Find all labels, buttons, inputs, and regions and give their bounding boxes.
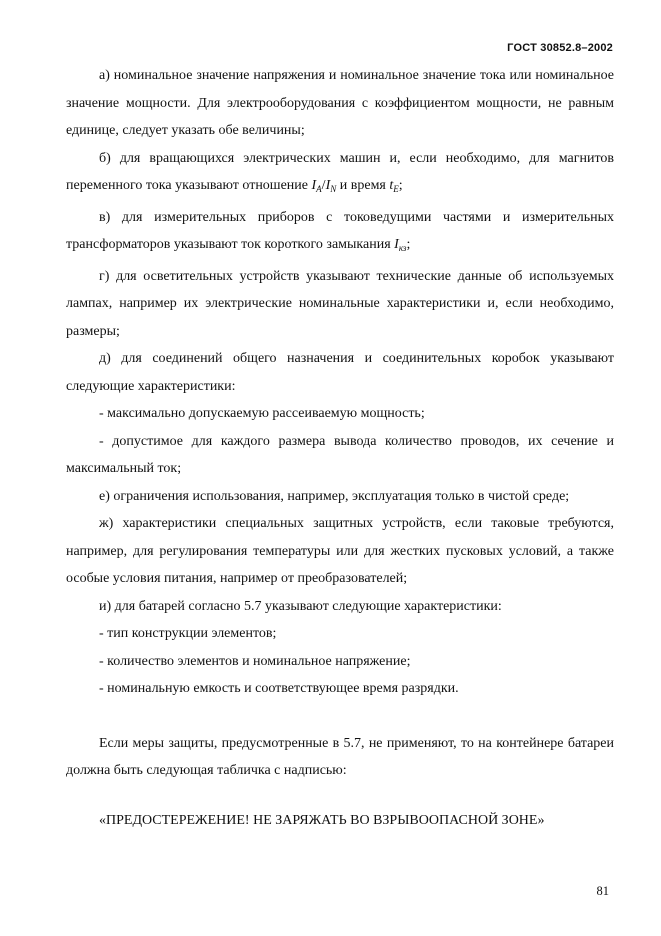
item-b-and-time: и время bbox=[336, 178, 390, 193]
ratio-slash: / bbox=[321, 178, 326, 193]
item-b-text: б) для вращающихся электрических машин и, если необходимо, для магнитов переменного тока указывают отношение bbox=[66, 150, 614, 193]
item-v: в) для измерительных приборов с токоведущими частями и измерительных трансформаторов указывают ток короткого замыкания $I_{кз}$; bbox=[66, 209, 614, 253]
item-zh: ж) характеристики специальных защитных устройств, если таковые требуются, например, для регулирования температуры или для жестких пусковых условий, а также особые условия питания, например от преобразователей; bbox=[66, 516, 614, 586]
item-b: б) для вращающихся электрических машин и, если необходимо, для магнитов переменного тока указывают отношение $I_A/I_N$ и время $t_E$; bbox=[66, 150, 614, 194]
item-i-sub-3: - номинальную емкость и соответствующее время разрядки. bbox=[99, 681, 459, 696]
ratio-numerator: $I_A$ bbox=[311, 178, 322, 194]
item-e: е) ограничения использования, например, эксплуатация только в чистой среде; bbox=[99, 488, 570, 504]
warning-label: «ПРЕДОСТЕРЕЖЕНИЕ! НЕ ЗАРЯЖАТЬ ВО ВЗРЫВООПАСНОЙ ЗОНЕ» bbox=[99, 812, 545, 828]
document-body bbox=[66, 62, 614, 834]
item-d-sub-1: - максимально допускаемую рассеиваемую мощность; bbox=[99, 406, 425, 421]
time-symbol: $t_E$ bbox=[389, 178, 399, 194]
item-v-text: в) для измерительных приборов с токоведущими частями и измерительных трансформаторов указывают ток короткого замыкания bbox=[66, 209, 614, 252]
item-i-sub-2: - количество элементов и номинальное напряжение; bbox=[99, 653, 411, 669]
item-a: а) номинальное значение напряжения и номинальное значение тока или номинальное значение мощности. Для электрооборудования с коэффициентом мощности, не равным единице, следует указать обе величины; bbox=[66, 68, 614, 138]
ratio-denominator: $I_N$ bbox=[325, 178, 337, 194]
paragraph-gap bbox=[66, 703, 614, 730]
closing-paragraph: Если меры защиты, предусмотренные в 5.7, не применяют, то на контейнере батареи должна быть следующая табличка с надписью: bbox=[66, 735, 614, 778]
item-i: и) для батарей согласно 5.7 указывают следующие характеристики: bbox=[99, 598, 502, 614]
item-d-sub-2: - допустимое для каждого размера вывода количество проводов, их сечение и максимальный ток; bbox=[66, 433, 614, 476]
page-number: 81 bbox=[596, 884, 609, 898]
item-d: д) для соединений общего назначения и соединительных коробок указывают следующие характеристики: bbox=[66, 351, 614, 394]
short-circuit-symbol: $I_{кз}$ bbox=[394, 237, 407, 253]
item-i-sub-1: - тип конструкции элементов; bbox=[99, 626, 277, 641]
item-g: г) для осветительных устройств указывают технические данные об используемых лампах, например их электрические номинальные характеристики и, если необходимо, размеры; bbox=[66, 268, 614, 339]
document-header: ГОСТ 30852.8–2002 bbox=[507, 42, 613, 54]
